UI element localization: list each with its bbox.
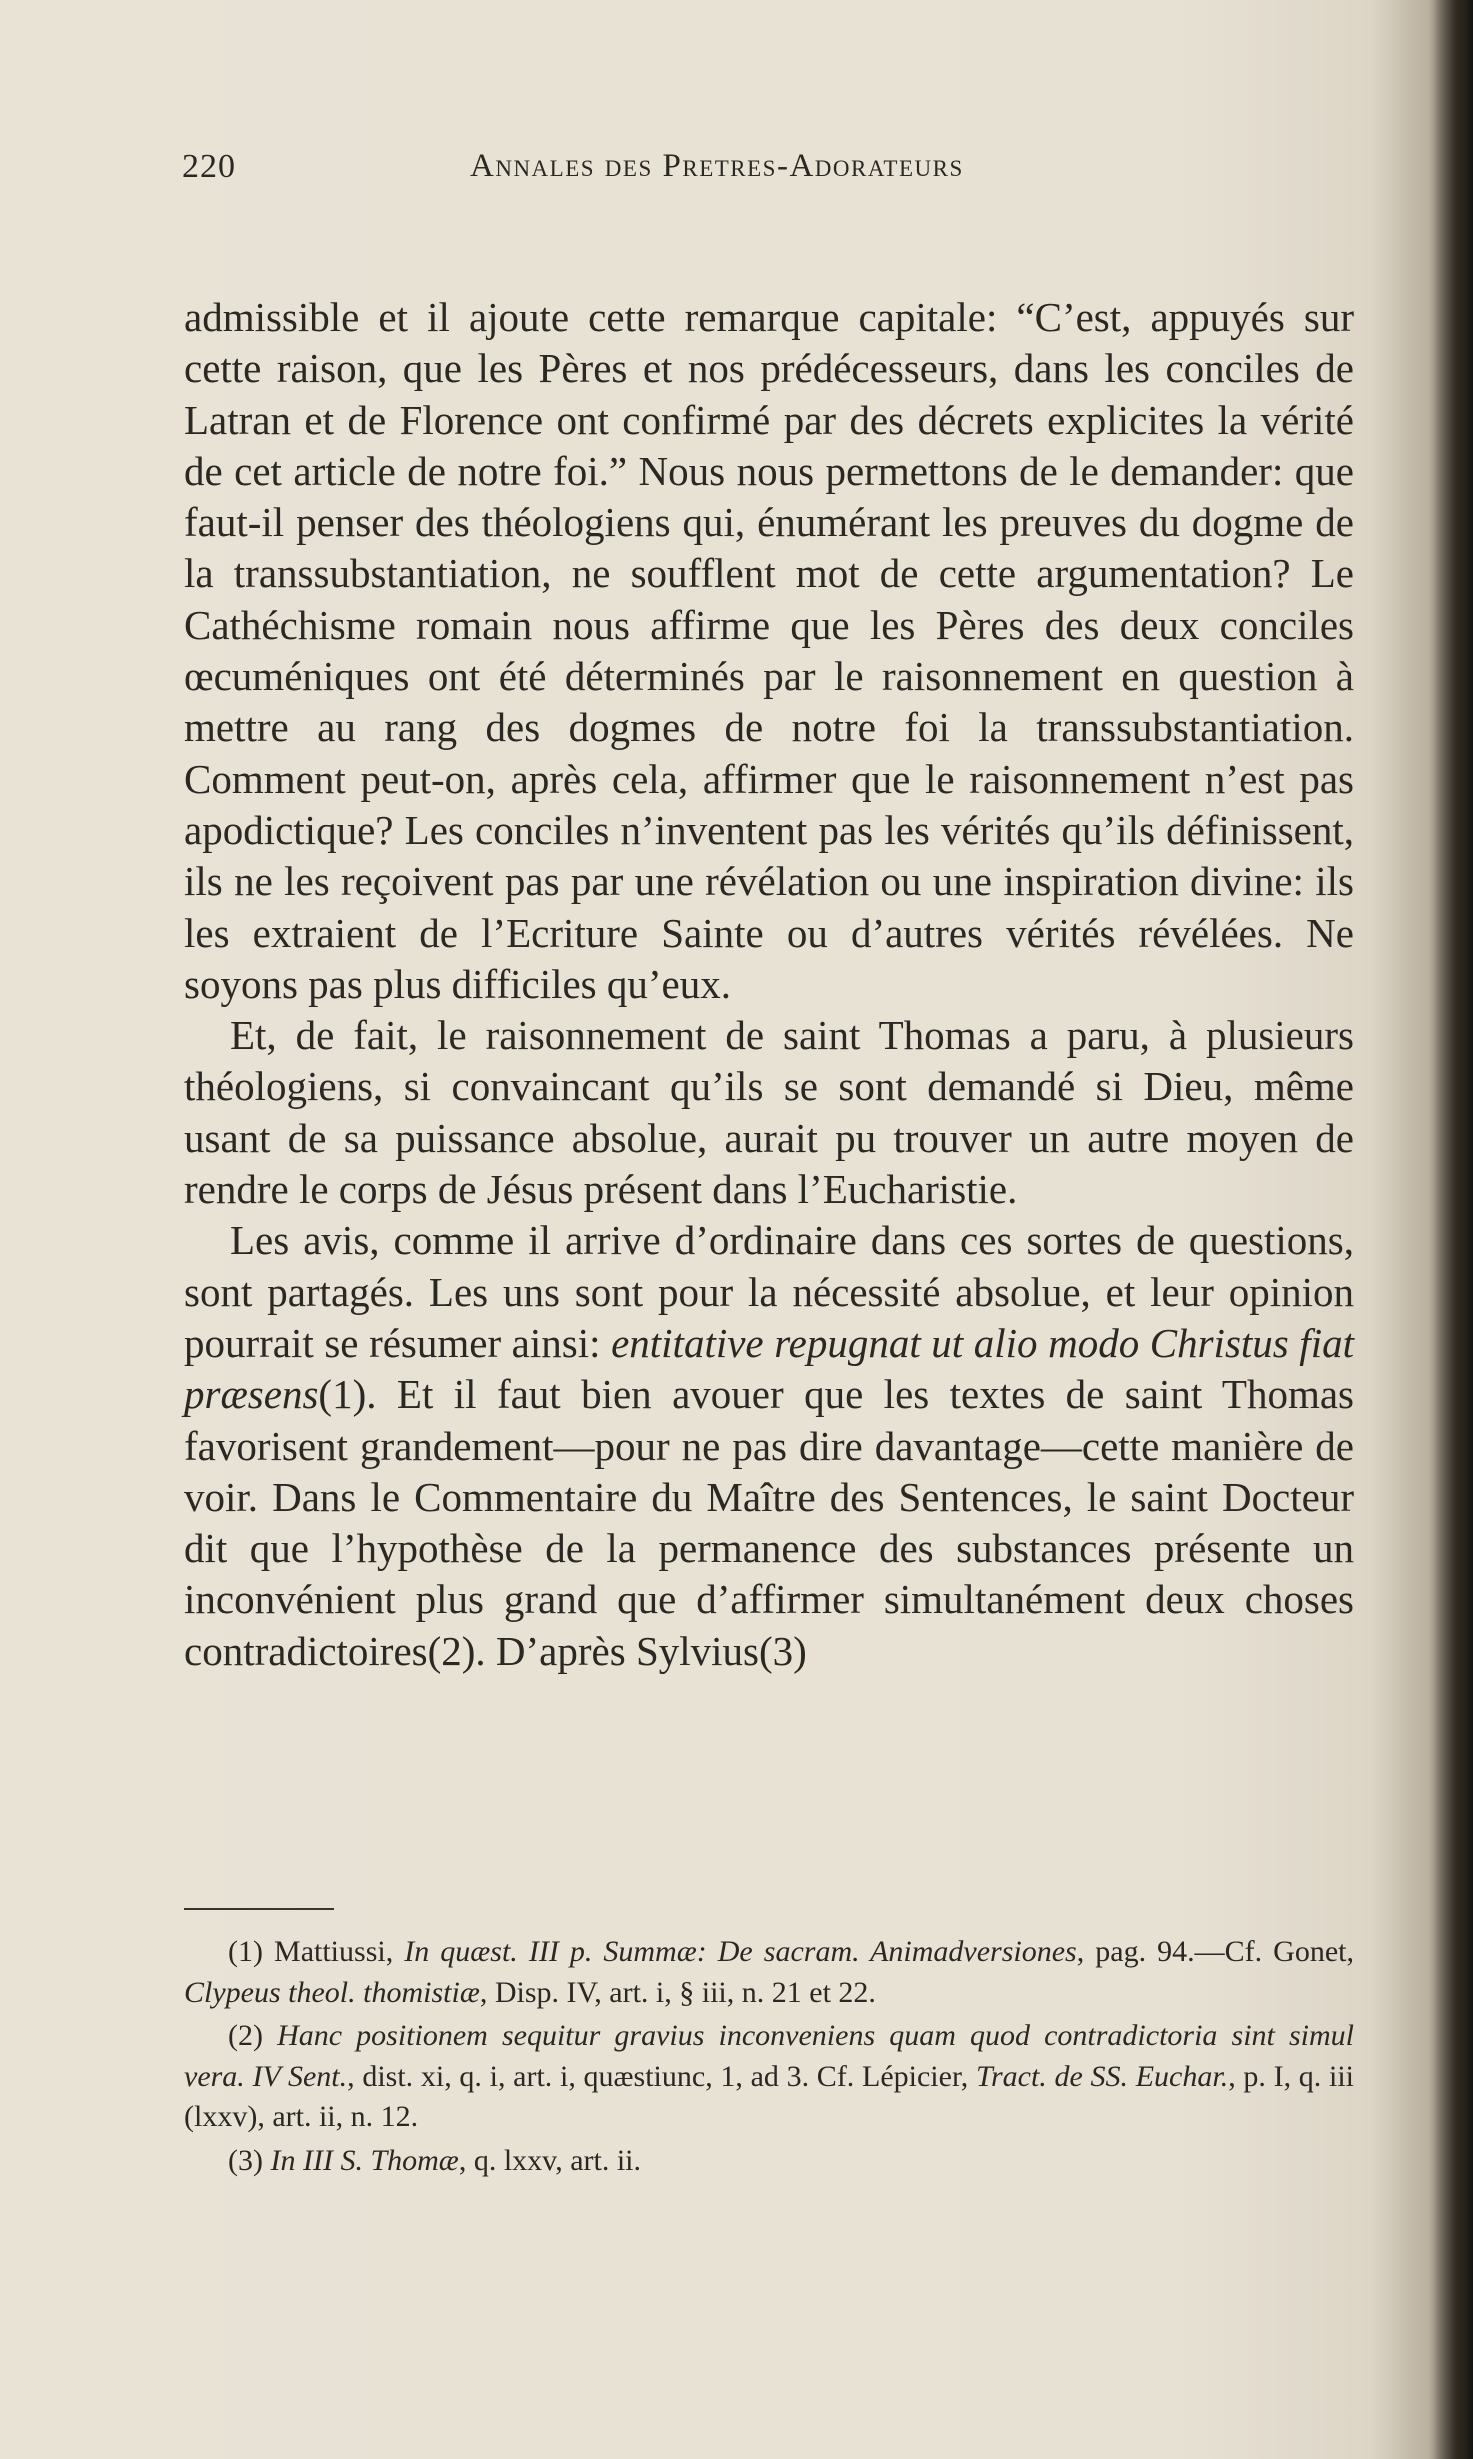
running-head (182, 148, 1362, 196)
footnote-2-part: (2) (228, 2019, 278, 2052)
page-edge-shadow (1433, 0, 1473, 2459)
page-number: 220 (182, 148, 236, 185)
paragraph-2: Et, de fait, le raisonnement de saint Thomas a paru, à plusieurs théologiens, si convaincant qu’ils se sont demandé si Dieu, même usant de sa puissance absolue, aurait pu trouver un autre moyen de rendre le corps de Jésus présent dans l’Eucharistie. (184, 1012, 1354, 1213)
footnote-1-part: , Disp. IV, art. i, § iii, n. 21 et 22. (479, 1975, 876, 2009)
footnote-3-part: , q. lxxv, art. ii. (458, 2143, 642, 2177)
footnote-2-citation: Hanc positionem sequitur gravius inconveniens quam quod contradictoria sint simul vera. IV Sent. (184, 2019, 1354, 2093)
footnote-3-part: (3) (228, 2143, 271, 2177)
running-title: Annales des Pretres-Adorateurs (470, 148, 964, 184)
footnote-1-citation: Clypeus theol. thomistiæ (184, 1975, 480, 2009)
footnote-rule (184, 1908, 334, 1910)
footnote-1-citation: In quæst. III p. Summæ: De sacram. Animadversiones (404, 1935, 1077, 1968)
paragraph-3-rest: (1). Et il faut bien avouer que les textes de saint Thomas favorisent grandement—pour ne pas dire davantage—cette manière de voir. Dans le Commentaire du Maître des Sentences, le saint Docteur dit que l’hypothèse de la permanence des substances présente un inconvénient plus grand que d’affirmer simultanément deux choses contradictoires(2). D’après Sylvius(3) (184, 1371, 1354, 1674)
paragraph-3-start: Les avis, comme il arrive d’ordinaire dans ces sortes de questions, sont partagés. Les uns sont pour la nécessité absolue, et leur opinion pourrait se résumer ainsi: (184, 1217, 1354, 1366)
footnote-2-part: , p. I, q. iii (lxxv), art. ii, n. 12. (184, 2059, 1354, 2133)
paragraph-3 (184, 1215, 1354, 1677)
footnote-1-part: (1) Mattiussi, (228, 1935, 405, 1968)
footnote-1-part: , pag. 94.—Cf. Gonet, (1076, 1935, 1354, 1968)
latin-quote: entitative repugnat ut alio modo Christus fiat præsens (184, 1319, 1354, 1418)
body-text (184, 292, 1354, 1677)
footnote-3-citation: In III S. Thomæ (270, 2143, 459, 2177)
paragraph-1: admissible et il ajoute cette remarque capitale: “C’est, appuyés sur cette raison, que les Pères et nos prédécesseurs, dans les conciles de Latran et de Florence ont confirmé par des décrets explicites la vérité de cet article de notre foi.” Nous nous permettons de le demander: que faut-il penser des théologiens qui, énumérant les preuves du dogme de la transsubstantiation, ne soufflent mot de cette argumentation? Le Cathéchisme romain nous affirme que les Pères des deux conciles œcuméniques ont été déterminés par le raisonnement en question à mettre au rang des dogmes de notre foi la transsubstantiation. Comment peut-on, après cela, affirmer que le raisonnement n’est pas apodictique? Les conciles n’inventent pas les vérités qu’ils définissent, ils ne les reçoivent pas par une révélation ou une inspiration divine: ils les extraient de l’Ecriture Sainte ou d’autres vérités révélées. Ne soyons pas plus difficiles qu’eux. (184, 294, 1354, 1007)
footnote-3 (184, 2141, 1354, 2182)
footnotes (184, 1932, 1354, 2184)
footnote-1 (184, 1932, 1354, 2013)
footnote-2-part: , dist. xi, q. i, art. i, quæstiunc, 1, ad 3. Cf. Lépicier, (347, 2059, 976, 2093)
footnote-2-citation: Tract. de SS. Euchar. (975, 2059, 1229, 2093)
footnote-2 (184, 2016, 1354, 2138)
